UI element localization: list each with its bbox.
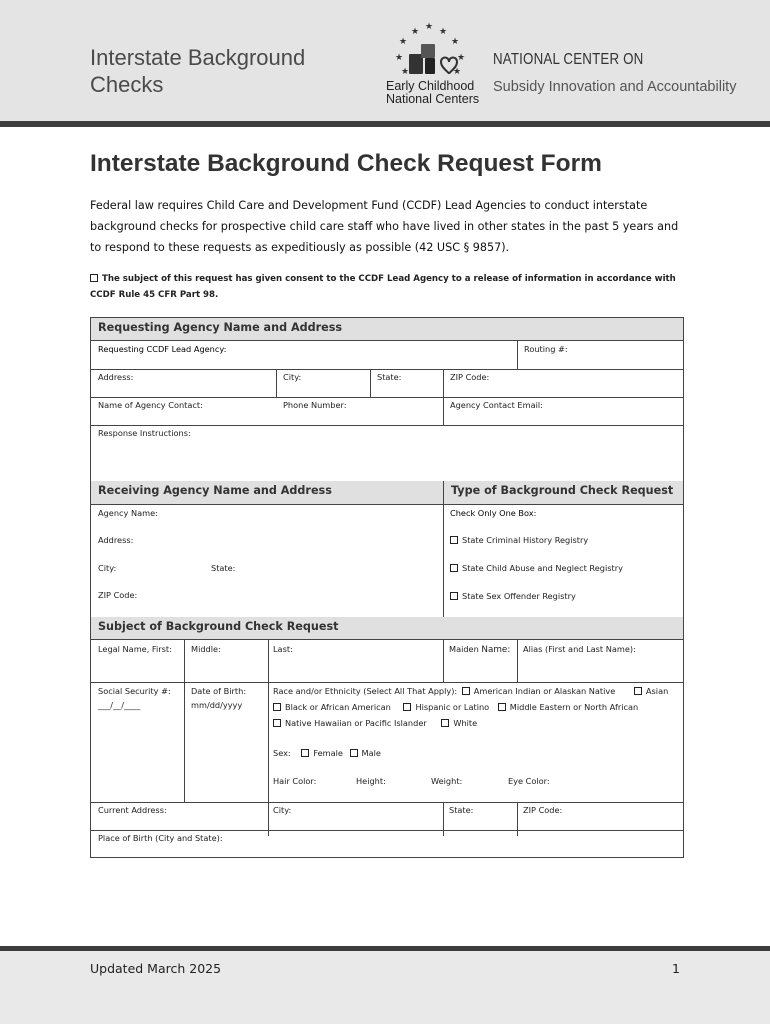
race-checkbox-hispanic[interactable] [403,703,411,711]
svg-text:★: ★ [453,67,462,77]
svg-text:★: ★ [411,27,420,37]
subject-section-header: Subject of Background Check Request [91,617,683,640]
receiving-section-header: Receiving Agency Name and Address [91,481,443,505]
middle-name-field[interactable]: Middle: [191,644,221,654]
check-type-option-text: State Child Abuse and Neglect Registry [462,563,623,573]
requesting-zip-field[interactable]: ZIP Code: [450,372,490,382]
race-label: Race and/or Ethnicity (Select All That Apply): [273,686,458,696]
ssn-field[interactable]: Social Security #: [98,686,171,696]
svg-text:★: ★ [395,53,404,63]
logo-caption-line-2: National Centers [386,92,480,106]
series-title-line-2: Checks [90,72,164,97]
check-type-section-header: Type of Background Check Request [444,481,683,505]
agency-contact-field[interactable]: Name of Agency Contact: [98,400,203,410]
subject-state-field[interactable]: State: [449,805,474,815]
consent-text: The subject of this request has given consent to the CCDF Lead Agency to a release of information in accordance with CCDF Rule 45 CFR Part 98. [90,274,676,300]
request-form-table [90,317,684,858]
option-criminal-history[interactable] [450,535,588,545]
current-address-field[interactable]: Current Address: [98,805,167,815]
check-type-option-text: State Sex Offender Registry [462,591,576,601]
sex-label: Sex: [273,748,291,758]
race-ethnicity-row-2 [273,702,638,712]
race-option-pacific-islander: Native Hawaiian or Pacific Islander [285,718,427,728]
receiving-state-field[interactable]: State: [211,563,236,573]
last-name-field[interactable]: Last: [273,644,293,654]
sex-row [273,748,381,758]
requesting-city-field[interactable]: City: [283,372,302,382]
consent-statement [90,271,690,303]
svg-text:★: ★ [399,37,408,47]
response-instructions-field[interactable]: Response Instructions: [98,428,191,438]
checkbox[interactable] [450,564,458,572]
divider [443,640,444,682]
updated-date: Updated March 2025 [90,961,222,976]
divider [370,369,371,397]
logo-caption [386,80,479,106]
svg-text:★: ★ [425,22,434,32]
dob-format-hint: mm/dd/yyyy [191,700,243,710]
race-checkbox-american-indian[interactable] [462,687,470,695]
checkbox[interactable] [450,592,458,600]
svg-text:★: ★ [451,37,460,47]
race-checkbox-black[interactable] [273,703,281,711]
race-checkbox-pacific-islander[interactable] [273,719,281,727]
svg-text:★: ★ [401,67,410,77]
race-ethnicity-row-3 [273,718,477,728]
divider [91,682,683,683]
requesting-agency-field[interactable]: Requesting CCDF Lead Agency: [98,344,227,354]
race-checkbox-mena[interactable] [498,703,506,711]
ssn-format-hint: ___/__/____ [98,700,141,710]
sex-option-female: Female [313,748,343,758]
race-ethnicity-row-1 [273,686,668,696]
weight-field[interactable]: Weight: [431,776,463,786]
race-option-hispanic: Hispanic or Latino [415,702,490,712]
page-number: 1 [672,961,680,976]
receiving-agency-field[interactable]: Agency Name: [98,508,158,518]
race-option-black: Black or African American [285,702,391,712]
series-title-line-1: Interstate Background [90,45,306,70]
eye-color-field[interactable]: Eye Color: [508,776,550,786]
early-childhood-logo [385,22,475,82]
race-checkbox-white[interactable] [441,719,449,727]
subject-zip-field[interactable]: ZIP Code: [523,805,563,815]
option-sex-offender[interactable] [450,591,576,601]
dob-field[interactable]: Date of Birth: [191,686,247,696]
requesting-state-field[interactable]: State: [377,372,402,382]
receiving-zip-field[interactable]: ZIP Code: [98,590,138,600]
partner-name-line-1: NATIONAL CENTER ON [493,51,644,68]
race-option-white: White [453,718,478,728]
divider [268,640,269,836]
divider [91,397,683,398]
checkbox[interactable] [450,536,458,544]
place-of-birth-field[interactable]: Place of Birth (City and State): [98,833,223,843]
partner-name-line-2: Subsidy Innovation and Accountability [493,79,737,95]
hair-color-field[interactable]: Hair Color: [273,776,317,786]
maiden-label: Maiden [449,644,479,654]
option-child-abuse[interactable] [450,563,623,573]
legal-first-name-field[interactable]: Legal Name, First: [98,644,172,654]
divider [91,425,683,426]
race-option-american-indian: American Indian or Alaskan Native [473,686,616,696]
form-title: Interstate Background Check Request Form [90,150,602,177]
consent-checkbox[interactable] [90,274,98,282]
divider [91,369,683,370]
maiden-name-label: Name: [481,645,511,655]
check-one-instruction: Check Only One Box: [450,508,537,518]
divider [276,369,277,397]
receiving-city-field[interactable]: City: [98,563,117,573]
check-type-option-text: State Criminal History Registry [462,535,589,545]
subject-city-field[interactable]: City: [273,805,292,815]
svg-text:★: ★ [457,53,466,63]
logo-caption-line-1: Early Childhood [386,79,475,93]
maiden-name-field[interactable] [449,644,510,655]
header-divider [0,121,770,127]
sex-checkbox-male[interactable] [350,749,358,757]
alias-field[interactable]: Alias (First and Last Name): [523,644,636,654]
receiving-address-field[interactable]: Address: [98,535,134,545]
intro-paragraph: Federal law requires Child Care and Development Fund (CCDF) Lead Agencies to conduct interstate background checks for prospective child care staff who have lived in other states in the past 5 years and to respond to these requests as expeditiously as possible (42 USC § 9857). [90,199,679,254]
race-checkbox-asian[interactable] [634,687,642,695]
svg-text:★: ★ [439,27,448,37]
divider [443,481,444,617]
divider [517,341,518,369]
sex-checkbox-female[interactable] [301,749,309,757]
requesting-address-field[interactable]: Address: [98,372,134,382]
contact-email-field[interactable]: Agency Contact Email: [450,400,543,410]
divider [184,640,185,802]
divider [517,640,518,682]
divider [91,830,683,831]
sex-option-male: Male [361,748,381,758]
document-series-title [90,44,305,98]
divider [91,802,683,803]
routing-field[interactable]: Routing #: [524,344,568,354]
race-option-mena: Middle Eastern or North African [509,702,639,712]
phone-number-field[interactable]: Phone Number: [283,400,347,410]
height-field[interactable]: Height: [356,776,386,786]
requesting-section-header: Requesting Agency Name and Address [91,318,683,341]
race-option-asian: Asian [645,686,669,696]
